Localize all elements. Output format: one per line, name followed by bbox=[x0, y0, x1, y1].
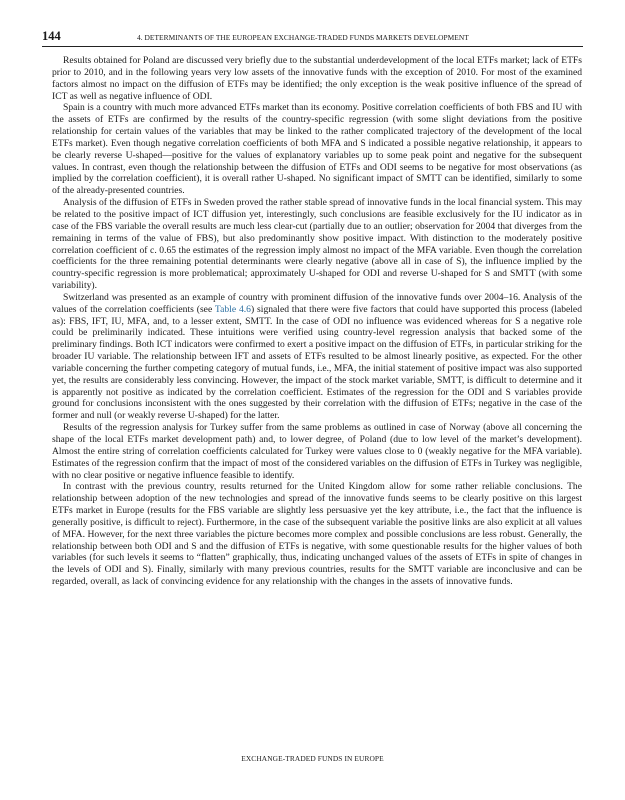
paragraph-united-kingdom: In contrast with the previous country, results returned for the United Kingdom allow for some rather reliable conclusions. The relationship between adoption of the new technologies and spread of the innovative funds seems to be clearly positive on this largest ETFs market in Europe (results for the FBS variable are slightly less persuasive yet the key attribute, i.e., the fact that the influence is generally positive, is difficult to reject). Furthermore, in the case of the subsequent variable the positive links are also explicit at all values of MFA. However, for the next three variables the picture becomes more complex and possible conclusions are less robust. Generally, the relationship between both ODI and S and the diffusion of ETFs is negative, with some questionable results for the higher values of both variables (for such levels it seems to “flatten” graphically, thus, indicating unchanged values of the assets of ETFs in spite of changes in the levels of ODI and S). Finally, similarly with many previous countries, results for the SMTT variable are inconclusive and can be regarded, overall, as lack of convincing evidence for any relationship with the changes in the assets of innovative funds. bbox=[52, 481, 582, 588]
paragraph-spain: Spain is a country with much more advanced ETFs market than its economy. Positive correlation coefficients of both FBS and IU with the assets of ETFs are confirmed by the results of the country-specific regression (with some slight deviations from the positive relationship for certain values of the variables that may be linked to the rather complicated trajectory of the development of the local ETFs market). Even though negative correlation coefficients of both MFA and S indicated a possible negative relationship, it appears to be clearly reverse U-shaped—positive for the values of explanatory variables up to some peak point and negative for the subsequent values. In contrast, even though the relationship between the diffusion of ETFs and ODI seems to be negative for most observations (as implied by the correlation coefficient), it is overall rather U-shaped. No significant impact of SMTT can be identified, similarly to some of the already-presented countries. bbox=[52, 102, 582, 197]
table-4-6-link[interactable]: Table 4.6 bbox=[214, 303, 251, 315]
running-head: 4. DETERMINANTS OF THE EUROPEAN EXCHANGE-TRADED FUNDS MARKETS DEVELOPMENT bbox=[137, 33, 469, 42]
paragraph-switzerland bbox=[52, 292, 582, 422]
switzerland-text-start: Switzerland was presented as an example of country with prominent diffusion of the innovative funds over 2004–16. Analysis of the values of the correlation coefficients (see bbox=[52, 291, 582, 315]
paragraph-turkey: Results of the regression analysis for Turkey suffer from the same problems as outlined in case of Norway (above all concerning the shape of the local ETFs market development path) and, to lower degree, of Poland (due to low level of the market’s development). Almost the entire string of correlation coefficients calculated for Turkey were values close to 0 (weakly negative for the MFA variable). Estimates of the regression confirm that the impact of most of the considered variables on the diffusion of ETFs in Turkey was negligible, with no clear positive or negative influence feasible to identify. bbox=[52, 422, 582, 481]
switzerland-text-end: ) signaled that there were five factors that could have supported this process (labeled as): FBS, IFT, IU, MFA, and, to a lesser extent, SMTT. In the case of ODI no influence was evidenced whereas for S a negative role could be preliminarily indicated. These intuitions were verified using country-level regression analysis that backed some of the preliminary findings. Both ICT indicators were confirmed to exert a positive impact on the diffusion of ETFs, in particular striking for the broader IU variable. The relationship between IFT and assets of ETFs resulted to be almost linearly positive, as expected. For the other variable concerning the further competing category of mutual funds, i.e., MFA, the initial statement of positive impact was also supported yet, the results are considerably less convincing. However, the impact of the stock market variable, SMTT, is difficult to determine and it is apparently not positive as indicated by the correlation coefficient. Estimates of the regression for the ODI and S variables provide ground for conclusions inconsistent with the ones suggested by their correlation with the diffusion of ETFs; negative in the case of the former and null (or weakly reverse U-shaped) for the latter. bbox=[52, 303, 582, 422]
paragraph-poland: Results obtained for Poland are discussed very briefly due to the substantial underdevelopment of the local ETFs market; lack of ETFs prior to 2010, and in the following years very low assets of the innovative funds with the exception of 2010. For most of the examined factors almost no impact on the diffusion of ETFs may be identified; the only exception is the weak positive influence of the spread of ICT as well as negative influence of ODI. bbox=[52, 55, 582, 102]
page-number: 144 bbox=[42, 29, 61, 43]
page-footer: EXCHANGE-TRADED FUNDS IN EUROPE bbox=[241, 754, 384, 763]
page-header bbox=[42, 28, 583, 47]
paragraph-sweden: Analysis of the diffusion of ETFs in Sweden proved the rather stable spread of innovative funds in the local financial system. This may be related to the positive impact of ICT diffusion yet, interestingly, such conclusions are feasible exclusively for the IU indicator as in case of the FBS variable the overall results are much less clear-cut (partially due to an outlier; observation for 2004 that diverges from the remaining in terms of the value of FBS), but also predominantly show positive impact. With distinction to the moderately positive correlation coefficient of c. 0.65 the estimates of the regression imply almost no impact of the MFA variable. Even though the correlation coefficients for the three remaining potential determinants were clearly negative (above all in case of S), the influence implied by the country-specific regression is more problematical; approximately U-shaped for ODI and reverse U-shaped for S and SMTT (with some variability). bbox=[52, 197, 582, 292]
body-text bbox=[52, 55, 582, 588]
